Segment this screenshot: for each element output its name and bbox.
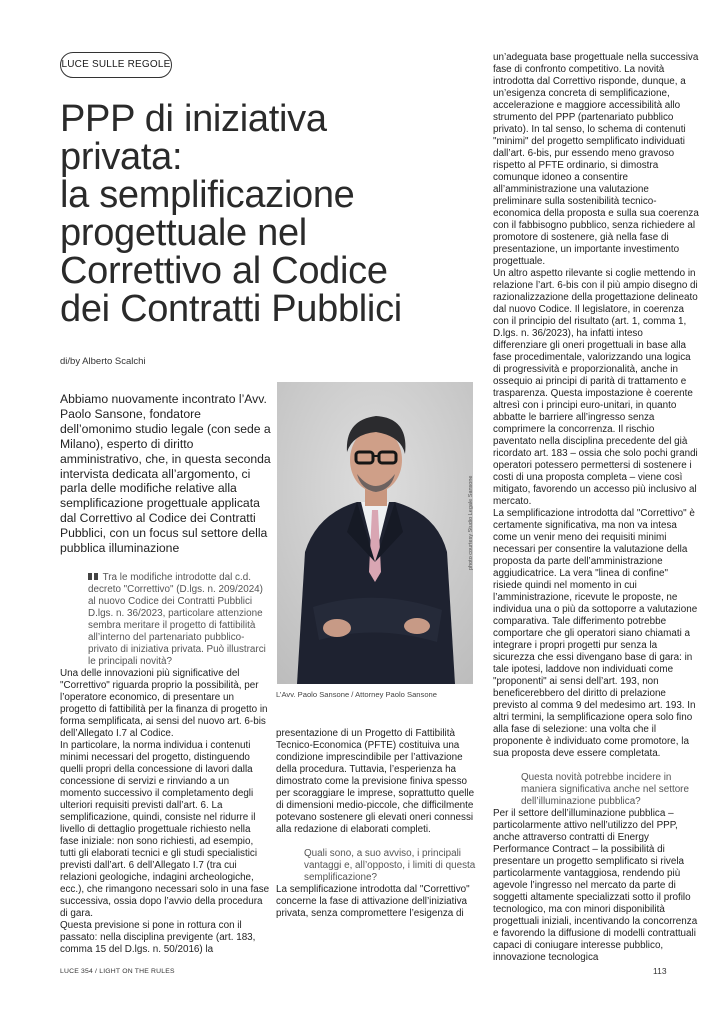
answer-paragraph: La semplificazione introdotta dal "Correttivo" è certamente significativa, ma non va intesa come un venir meno dei requisiti minimi necessari per consentire la valutazione della proposta da parte dell’amministrazione aggiudicatrice. La vera "linea di confine" risiede quindi nel momento in cui l’amministrazione, ricevute le proposte, ne individua una o più da sottoporre a valutazione comparativa. Tale differimento potrebbe comportare che gli operatori siano chiamati a integrare i propri progetti pur senza la sicurezza che essi divengano base di gara: in tale ipotesi, laddove non individuati come "proponenti" ai sensi dell’art. 193, non beneficerebbero del diritto di prelazione previsto al comma 9 del medesimo art. 193. In altri termini, la semplificazione opera solo fino alla fase di selezione: una volta che il proponente è individuato come promotore, la sua proposta deve essere completata. (493, 508, 698, 759)
title-line: progettuale nel (60, 212, 307, 254)
column-middle (276, 728, 476, 920)
interview-question (60, 572, 270, 668)
answer-paragraph: In particolare, la norma individua i contenuti minimi necessari del progetto, distinguendo quelli propri della concessione di lavori dalla concessione di servizi e rinviando a un momento successivo il completamento degli ulteriori requisiti previsti dall’art. 6. La semplificazione, quindi, consiste nel ridurre il livello di dettaglio progettuale richiesto nella fase iniziale: non sono richiesti, ad esempio, tutti gli elaborati tecnici e gli studi specialistici previsti dall’art. 6 dell’Allegato I.7 (tra cui relazioni geologiche, indagini archeologiche, ecc.), che rimangono necessari solo in una fase successiva, ossia dopo l’avvio della procedura di gara. (60, 740, 270, 919)
title-line: la semplificazione (60, 174, 355, 216)
answer-paragraph: Una delle innovazioni più significative del "Correttivo" riguarda proprio la possibilità, per l’operatore economico, di presentare un progetto di fattibilità per la finanza di progetto in forma semplificata, ai sensi del nuovo art. 6-bis dell’Allegato I.7 al Codice. (60, 668, 268, 739)
footer-issue: LUCE 354 / LIGHT ON THE RULES (60, 968, 175, 975)
intro-paragraph: Abbiamo nuovamente incontrato l’Avv. Paolo Sansone, fondatore dell’omonimo studio legale (con sede a Milano), esperto di diritto amministrativo, che, in questa seconda intervista dedicata all’argomento, ci parla delle modifiche relative alla semplificazione progettuale applicata dal Correttivo al Codice dei Contratti Pubblici, con un focus sul settore della pubblica illuminazione (60, 392, 271, 556)
answer-paragraph: Questa previsione si pone in rottura con il passato: nella disciplina previgente (art. 183, comma 15 del D.lgs. n. 50/2016) la (60, 920, 256, 955)
title-line: PPP di iniziativa (60, 98, 327, 140)
question-marker-icon (94, 573, 98, 580)
column-right (493, 52, 699, 964)
portrait-illustration (277, 382, 473, 684)
article-title (60, 100, 440, 328)
title-line: dei Contratti Pubblici (60, 288, 402, 330)
interview-question: Questa novità potrebbe incidere in maniera significativa anche nel settore dell’illuminazione pubblica? (521, 772, 689, 807)
column-left (60, 572, 270, 956)
title-line: Correttivo al Codice (60, 250, 388, 292)
question-text: Tra le modifiche introdotte dal c.d. decreto "Correttivo" (D.lgs. n. 209/2024) al nuovo Codice dei Contratti Pubblici D.lgs. n. 36/2023, particolare attenzione sembra meritare il progetto di fattibilità all’interno del partenariato pubblico-privato di iniziativa privata. Può illustrarci le principali novità? (88, 572, 266, 667)
title-line: privata: (60, 136, 183, 178)
interview-question: Quali sono, a suo avviso, i principali vantaggi e, all’opposto, i limiti di questa semplificazione? (304, 848, 476, 883)
answer-paragraph: La semplificazione introdotta dal "Correttivo" concerne la fase di attivazione dell’iniziativa privata, senza compromettere l’esigenza di (276, 884, 470, 919)
photo-credit: photo courtesy Studio Legale Sansone (468, 475, 474, 570)
byline: di/by Alberto Scalchi (60, 356, 146, 367)
photo-caption: L’Avv. Paolo Sansone / Attorney Paolo Sansone (276, 690, 437, 699)
answer-paragraph: Per il settore dell’illuminazione pubblica – particolarmente attivo nell’utilizzo del PPP, anche attraverso contratti di Energy Performance Contract – la possibilità di presentare un progetto semplificato si rivela particolarmente vantaggiosa, rendendo più agevole l’ingresso nel mercato da parte di soggetti altamente specializzati sotto il profilo tecnologico, ma con minori disponibilità progettuali iniziali, incentivando la concorrenza e favorendo la diffusione di modelli contrattuali capaci di coniugare interesse pubblico, innovazione tecnologica (493, 808, 698, 963)
portrait-photo (277, 382, 473, 684)
answer-paragraph: presentazione di un Progetto di Fattibilità Tecnico-Economica (PFTE) costituiva una condizione imprescindibile per l’attivazione della procedura. Tuttavia, l’esperienza ha dimostrato come la previsione finiva spesso per scoraggiare le imprese, soprattutto quelle di dimensioni medio-piccole, che difficilmente potevano sostenere gli elevati oneri connessi alla redazione di elaborati completi. (276, 728, 475, 835)
page-number: 113 (653, 966, 667, 976)
answer-paragraph: un’adeguata base progettuale nella successiva fase di confronto competitivo. La novità introdotta dal Correttivo risponde, dunque, a un’esigenza concreta di semplificazione, accelerazione e maggiore accessibilità allo strumento del PPP (partenariato pubblico privato). In tal senso, lo schema di contenuti "minimi" del progetto semplificato individuati dall’art. 6-bis, pur essendo meno gravoso rispetto al PFTE ordinario, si dimostra comunque idoneo a consentire all’amministrazione una valutazione preliminare sulla sostenibilità tecnico-economica della proposta e sulla sua coerenza con il fabbisogno pubblico, senza richiedere al promotore di sostenere, già nella fase di presentazione, un importante investimento progettuale. (493, 52, 699, 267)
answer-paragraph: Un altro aspetto rilevante si coglie mettendo in relazione l’art. 6-bis con il più ampio disegno di razionalizzazione della progettazione delineato dal nuovo Codice. Il legislatore, in coerenza con il principio del risultato (art. 1, comma 1, D.lgs. n. 36/2023), ha infatti inteso differenziare gli oneri progettuali in base alla fase procedimentale, valorizzando una logica di progressività e proporzionalità, anche in ossequio ai principi di parità di trattamento e trasparenza. Questa impostazione è coerente altresì con i principi euro-unitari, in quanto abbatte le barriere all’ingresso senza comprimere la concorrenza. Il rischio paventato nella disciplina precedente del già ricordato art. 183 – ossia che solo pochi grandi operatori potessero permettersi di sostenere i costi di una proposta completa – viene così mitigato, favorendo un accesso più inclusivo al mercato. (493, 268, 698, 507)
section-tag: LUCE SULLE REGOLE (60, 52, 172, 78)
question-marker-icon (88, 573, 92, 580)
